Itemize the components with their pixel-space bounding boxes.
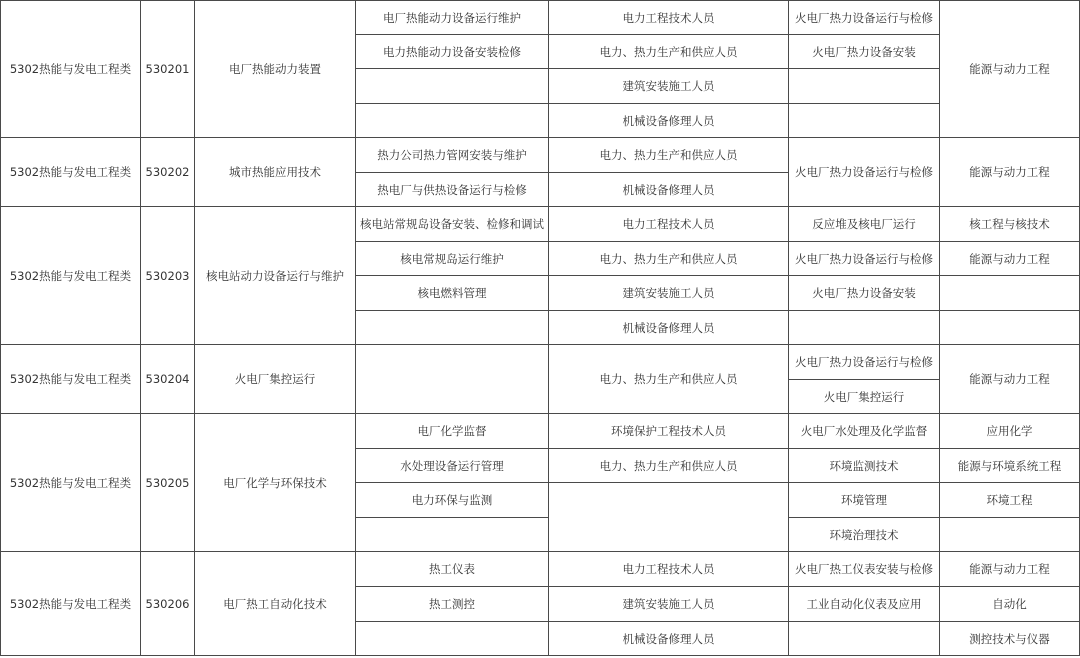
occupation-cell: 电力工程技术人员 <box>549 552 789 587</box>
category-cell: 5302热能与发电工程类 <box>0 345 141 414</box>
job-cell: 电力环保与监测 <box>356 483 549 518</box>
undergrad-major-cell: 测控技术与仪器 <box>940 622 1080 656</box>
certificate-cell: 火电厂热力设备运行与检修 <box>789 0 940 35</box>
certificate-cell <box>789 104 940 138</box>
occupation-cell: 建筑安装施工人员 <box>549 587 789 622</box>
undergrad-major-cell <box>940 311 1080 345</box>
undergrad-major-cell: 应用化学 <box>940 414 1080 449</box>
certificate-cell: 火电厂热力设备运行与检修 <box>789 242 940 276</box>
major-name-cell: 电厂热工自动化技术 <box>195 552 356 656</box>
occupation-cell: 电力、热力生产和供应人员 <box>549 449 789 483</box>
undergrad-major-cell: 能源与动力工程 <box>940 138 1080 207</box>
job-cell: 热电厂与供热设备运行与检修 <box>356 173 549 207</box>
major-name-cell: 火电厂集控运行 <box>195 345 356 414</box>
undergrad-major-cell <box>940 518 1080 552</box>
undergrad-major-cell: 能源与动力工程 <box>940 552 1080 587</box>
undergrad-major-cell: 能源与动力工程 <box>940 345 1080 414</box>
occupation-cell: 电力、热力生产和供应人员 <box>549 345 789 414</box>
occupation-cell: 电力工程技术人员 <box>549 207 789 242</box>
job-cell: 电厂热能动力设备运行维护 <box>356 0 549 35</box>
certificate-cell: 火电厂热力设备安装 <box>789 276 940 311</box>
occupation-cell <box>549 483 789 552</box>
certificate-cell: 火电厂热工仪表安装与检修 <box>789 552 940 587</box>
undergrad-major-cell: 能源与动力工程 <box>940 0 1080 138</box>
undergrad-major-cell: 环境工程 <box>940 483 1080 518</box>
job-cell: 电厂化学监督 <box>356 414 549 449</box>
occupation-cell: 建筑安装施工人员 <box>549 69 789 104</box>
undergrad-major-cell: 能源与动力工程 <box>940 242 1080 276</box>
job-cell: 热力公司热力管网安装与维护 <box>356 138 549 173</box>
job-cell <box>356 104 549 138</box>
job-cell <box>356 622 549 656</box>
undergrad-major-cell: 能源与环境系统工程 <box>940 449 1080 483</box>
undergrad-major-cell: 自动化 <box>940 587 1080 622</box>
occupation-cell: 环境保护工程技术人员 <box>549 414 789 449</box>
job-cell <box>356 69 549 104</box>
major-name-cell: 电厂化学与环保技术 <box>195 414 356 552</box>
certificate-cell: 火电厂热力设备运行与检修 <box>789 345 940 380</box>
occupation-cell: 机械设备修理人员 <box>549 173 789 207</box>
certificate-cell: 环境监测技术 <box>789 449 940 483</box>
certificate-cell: 工业自动化仪表及应用 <box>789 587 940 622</box>
job-cell <box>356 345 549 414</box>
occupation-cell: 机械设备修理人员 <box>549 622 789 656</box>
undergrad-major-cell <box>940 276 1080 311</box>
job-cell <box>356 518 549 552</box>
job-cell: 核电常规岛运行维护 <box>356 242 549 276</box>
job-cell <box>356 311 549 345</box>
category-cell: 5302热能与发电工程类 <box>0 207 141 345</box>
major-name-cell: 城市热能应用技术 <box>195 138 356 207</box>
major-name-cell: 核电站动力设备运行与维护 <box>195 207 356 345</box>
undergrad-major-cell: 核工程与核技术 <box>940 207 1080 242</box>
certificate-cell: 反应堆及核电厂运行 <box>789 207 940 242</box>
major-code-cell: 530203 <box>141 207 195 345</box>
category-cell: 5302热能与发电工程类 <box>0 552 141 656</box>
certificate-cell: 火电厂热力设备运行与检修 <box>789 138 940 207</box>
job-cell: 核电站常规岛设备安装、检修和调试 <box>356 207 549 242</box>
category-cell: 5302热能与发电工程类 <box>0 138 141 207</box>
certificate-cell: 火电厂集控运行 <box>789 380 940 414</box>
occupation-cell: 建筑安装施工人员 <box>549 276 789 311</box>
certificate-cell <box>789 311 940 345</box>
job-cell: 核电燃料管理 <box>356 276 549 311</box>
major-code-cell: 530205 <box>141 414 195 552</box>
major-code-cell: 530201 <box>141 0 195 138</box>
occupation-cell: 机械设备修理人员 <box>549 104 789 138</box>
job-cell: 水处理设备运行管理 <box>356 449 549 483</box>
major-code-cell: 530202 <box>141 138 195 207</box>
major-code-cell: 530204 <box>141 345 195 414</box>
certificate-cell <box>789 622 940 656</box>
occupation-cell: 电力、热力生产和供应人员 <box>549 242 789 276</box>
certificate-cell: 火电厂水处理及化学监督 <box>789 414 940 449</box>
major-code-cell: 530206 <box>141 552 195 656</box>
certificate-cell <box>789 69 940 104</box>
occupation-cell: 电力工程技术人员 <box>549 0 789 35</box>
category-cell: 5302热能与发电工程类 <box>0 0 141 138</box>
job-cell: 电力热能动力设备安装检修 <box>356 35 549 69</box>
occupation-cell: 电力、热力生产和供应人员 <box>549 35 789 69</box>
job-cell: 热工测控 <box>356 587 549 622</box>
certificate-cell: 环境治理技术 <box>789 518 940 552</box>
occupation-cell: 电力、热力生产和供应人员 <box>549 138 789 173</box>
category-cell: 5302热能与发电工程类 <box>0 414 141 552</box>
major-name-cell: 电厂热能动力装置 <box>195 0 356 138</box>
occupation-cell: 机械设备修理人员 <box>549 311 789 345</box>
job-cell: 热工仪表 <box>356 552 549 587</box>
certificate-cell: 火电厂热力设备安装 <box>789 35 940 69</box>
certificate-cell: 环境管理 <box>789 483 940 518</box>
